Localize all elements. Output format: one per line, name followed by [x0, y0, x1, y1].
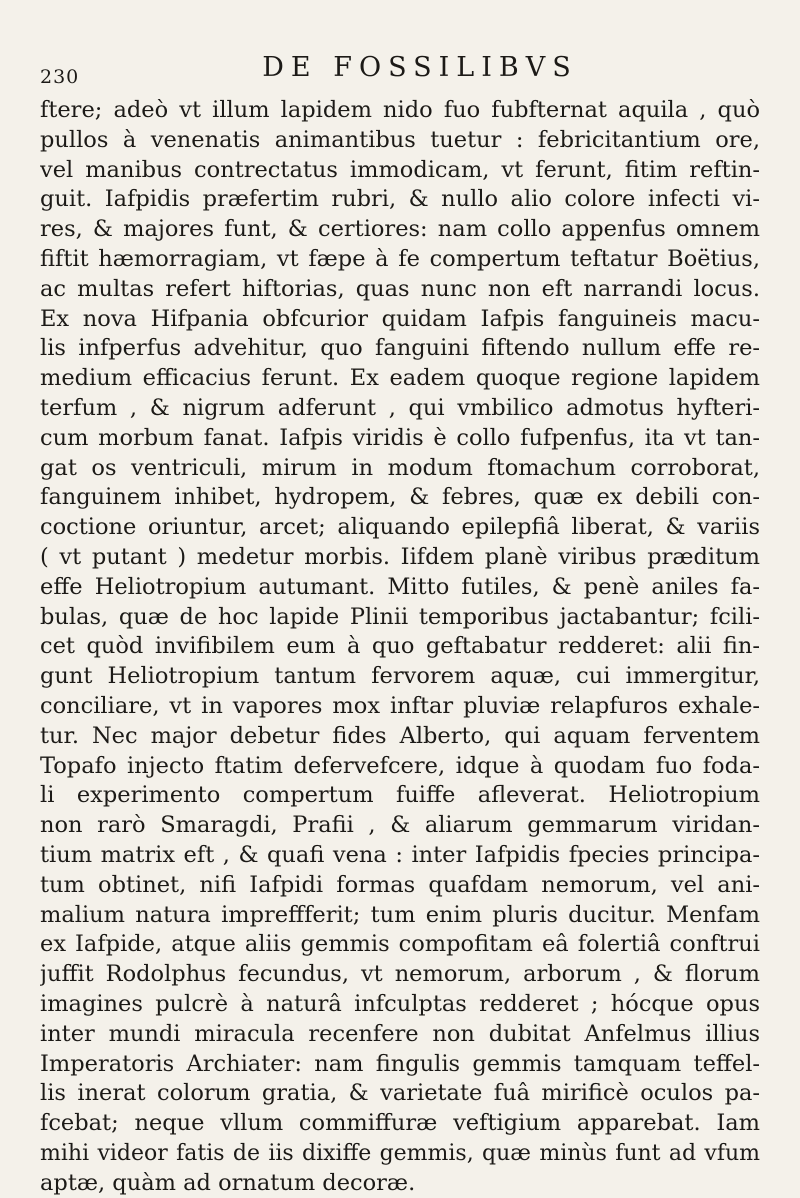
text-line: guit. Iafpidis præfertim rubri, & nullo alio colore infecti vi-	[40, 186, 760, 213]
text-line: Imperatoris Archiater: nam fingulis gemmis tamquam teffel-	[40, 1050, 760, 1077]
text-line: imagines pulcrè à naturâ infculptas redderet ; hócque opus	[40, 990, 760, 1017]
text-line: cet quòd invifibilem eum à quo geftabatur redderet: alii fin-	[40, 633, 760, 660]
text-line: ( vt putant ) medetur morbis. Iifdem planè viribus præditum	[40, 543, 760, 570]
text-line: fanguinem inhibet, hydropem, & febres, quæ ex debili con-	[40, 484, 760, 511]
text-line: gat os ventriculi, mirum in modum ftomachum corroborat,	[40, 454, 760, 481]
text-line: tum obtinet, nifi Iafpidi formas quafdam nemorum, vel ani-	[40, 871, 760, 898]
text-line: ex Iafpide, atque aliis gemmis compofitam eâ folertiâ conftrui	[40, 931, 760, 958]
text-line: res, & majores funt, & certiores: nam collo appenfus omnem	[40, 216, 760, 243]
body-text	[40, 96, 760, 1198]
page-number: 230	[40, 66, 80, 88]
text-line: bulas, quæ de hoc lapide Plinii temporibus jactabantur; fcili-	[40, 603, 760, 630]
text-line: mihi videor fatis de iis dixiffe gemmis, quæ minùs funt ad vfum	[40, 1140, 760, 1166]
text-line-last: aptæ, quàm ad ornatum decoræ.	[40, 1169, 416, 1196]
text-line: tium matrix eft , & quafi vena : inter Iafpidis fpecies principa-	[40, 841, 760, 868]
text-line: non rarò Smaragdi, Prafii , & aliarum gemmarum viridan-	[40, 812, 760, 839]
text-line: juffit Rodolphus fecundus, vt nemorum, arborum , & florum	[40, 961, 760, 988]
text-line: lis inerat colorum gratia, & varietate fuâ mirificè oculos pa-	[40, 1080, 760, 1107]
text-line: vel manibus contrectatus immodicam, vt ferunt, fitim reftin-	[40, 156, 760, 183]
text-line: coctione oriuntur, arcet; aliquando epilepfiâ liberat, & variis	[40, 514, 760, 541]
running-head: DE FOSSILIBVS	[262, 52, 578, 83]
text-line: pullos à venenatis animantibus tuetur : febricitantium ore,	[40, 126, 760, 153]
text-line: fiftit hæmorragiam, vt fæpe à fe compertum teftatur Boëtius,	[40, 245, 760, 272]
text-line: lis infperfus advehitur, quo fanguini fiftendo nullum effe re-	[40, 335, 760, 362]
text-line: medium efficacius ferunt. Ex eadem quoque regione lapidem	[40, 365, 760, 392]
text-line: fcebat; neque vllum commiffuræ veftigium apparebat. Iam	[40, 1110, 760, 1137]
text-line: Topafo injecto ftatim defervefcere, idque à quodam fuo foda-	[40, 752, 760, 779]
text-line: ac multas refert hiftorias, quas nunc non eft narrandi locus.	[40, 275, 760, 302]
text-line: li experimento compertum fuiffe afleverat. Heliotropium	[40, 782, 760, 809]
text-line: malium natura impreffferit; tum enim pluris ducitur. Menfam	[40, 901, 760, 928]
text-line: effe Heliotropium autumant. Mitto futiles, & penè aniles fa-	[40, 573, 760, 600]
text-line: gunt Heliotropium tantum fervorem aquæ, cui immergitur,	[40, 663, 760, 690]
text-line: terfum , & nigrum adferunt , qui vmbilico admotus hyfteri-	[40, 394, 760, 421]
text-line: tur. Nec major debetur fides Alberto, qui aquam ferventem	[40, 722, 760, 749]
text-line: cum morbum fanat. Iafpis viridis è collo fufpenfus, ita vt tan-	[40, 424, 760, 451]
text-line: inter mundi miracula recenfere non dubitat Anfelmus illius	[40, 1020, 760, 1047]
page-header	[30, 50, 770, 90]
text-line: ftere; adeò vt illum lapidem nido fuo fubfternat aquila , quò	[40, 97, 760, 123]
text-line: conciliare, vt in vapores mox inftar pluviæ relapfuros exhale-	[40, 692, 760, 719]
text-line: Ex nova Hifpania obfcurior quidam Iafpis fanguineis macu-	[40, 305, 760, 332]
